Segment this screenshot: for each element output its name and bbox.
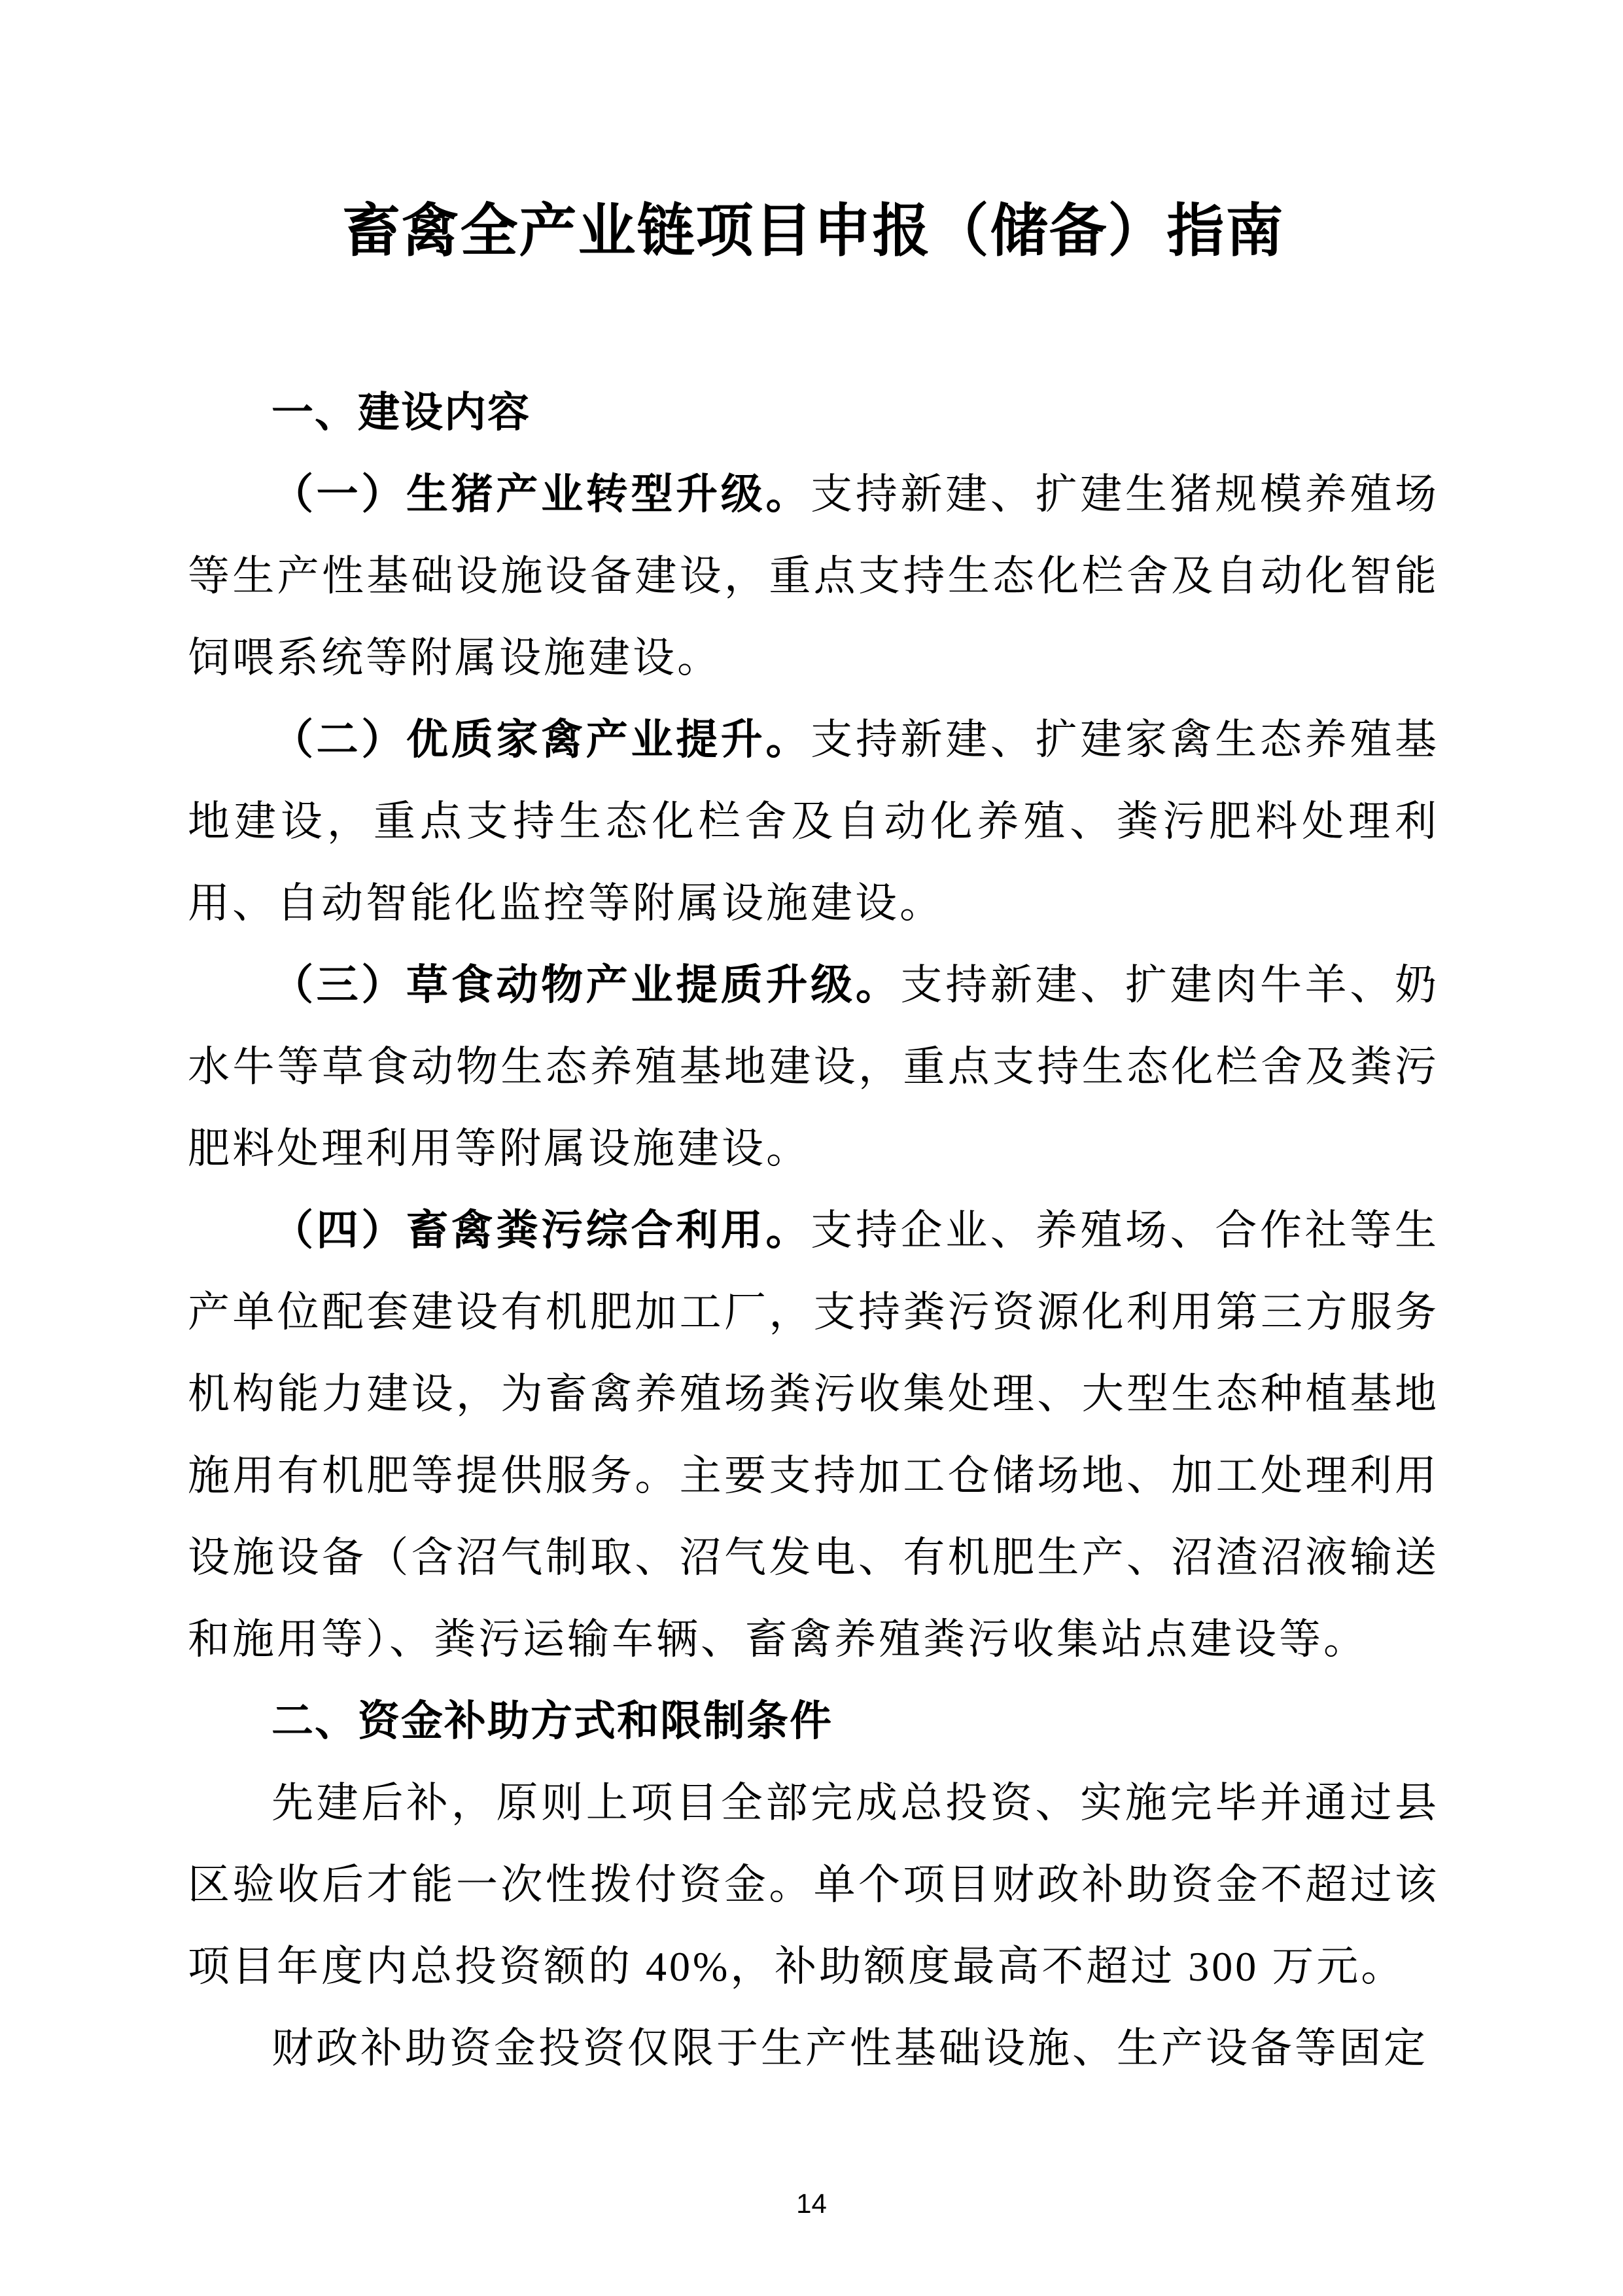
paragraph-herbivore-upgrade xyxy=(188,944,1439,1190)
paragraph-pig-upgrade xyxy=(188,453,1439,699)
paragraph-body: 支持企业、养殖场、合作社等生产单位配套建设有机肥加工厂，支持粪污资源化利用第三方服务机构能力建设，为畜禽养殖场粪污收集处理、大型生态种植基地施用有机肥等提供服务。主要支持加工仓储场地、加工处理利用设施设备（含沼气制取、沼气发电、有机肥生产、沼渣沼液输送和施用等）、粪污运输车辆、畜禽养殖粪污收集站点建设等。 xyxy=(188,1207,1440,1663)
paragraph-body: 支持新建、扩建生猪规模养殖场等生产性基础设施设备建设，重点支持生态化栏舍及自动化智能饲喂系统等附属设施建设。 xyxy=(188,471,1440,681)
page-title: 畜禽全产业链项目申报（储备）指南 xyxy=(342,200,1285,264)
document-content xyxy=(188,0,1439,2089)
paragraph-lead: （三）草食动物产业提质升级。 xyxy=(271,962,901,1008)
section-construction-content xyxy=(188,372,1439,1680)
paragraph-body: 支持新建、扩建肉牛羊、奶水牛等草食动物生态养殖基地建设，重点支持生态化栏舍及粪污肥料处理利用等附属设施建设。 xyxy=(188,962,1440,1172)
paragraph-body: 支持新建、扩建家禽生态养殖基地建设，重点支持生态化栏舍及自动化养殖、粪污肥料处理利用、自动智能化监控等附属设施建设。 xyxy=(188,716,1440,927)
paragraph-funding-method xyxy=(188,1762,1439,2007)
page-number: 14 xyxy=(796,2188,827,2219)
paragraph-lead: （一）生猪产业转型升级。 xyxy=(271,471,811,518)
paragraph-lead: （二）优质家禽产业提升。 xyxy=(271,716,811,763)
paragraph-body: 财政补助资金投资仅限于生产性基础设施、生产设备等固定 xyxy=(271,2025,1428,2072)
paragraph-funding-limit xyxy=(188,2007,1439,2089)
paragraph-manure-utilization xyxy=(188,1190,1439,1680)
section-funding-conditions xyxy=(188,1680,1439,2089)
paragraph-lead: （四）畜禽粪污综合利用。 xyxy=(271,1207,811,1254)
section-heading-funding: 二、资金补助方式和限制条件 xyxy=(271,1697,833,1744)
section-heading-construction: 一、建设内容 xyxy=(271,389,531,436)
paragraph-body: 先建后补，原则上项目全部完成总投资、实施完毕并通过县区验收后才能一次性拨付资金。单个项目财政补助资金不超过该项目年度内总投资额的 40%，补助额度最高不超过 300 万元。 xyxy=(188,1780,1439,1990)
paragraph-poultry-improvement xyxy=(188,699,1439,944)
